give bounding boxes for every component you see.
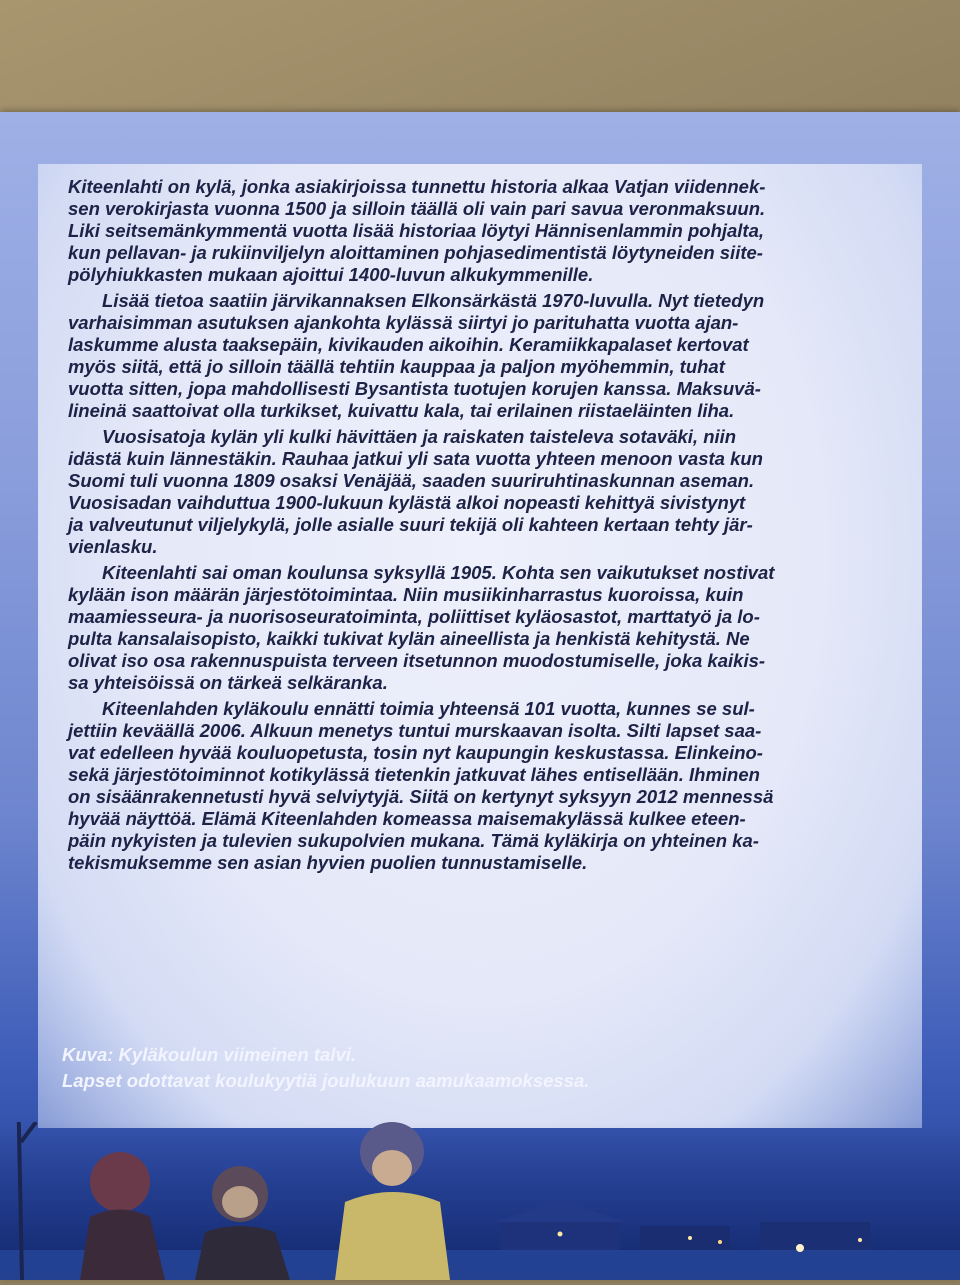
caption-line-2: Lapset odottavat koulukyytiä joulukuun aamukaamoksessa.: [62, 1070, 590, 1091]
text-line: lineinä saattoivat olla turkikset, kuivattu kala, tai erilainen riistaeläinten liha.: [68, 400, 735, 421]
text-line: Kiteenlahti sai oman koulunsa syksyllä 1905. Kohta sen vaikutukset nostivat: [102, 562, 775, 583]
text-line: jettiin keväällä 2006. Alkuun menetys tuntui murskaavan isolta. Silti lapset saa-: [68, 720, 762, 741]
text-line: hyvää näyttöä. Elämä Kiteenlahden komeassa maisemakylässä kulkee eteen-: [68, 808, 746, 829]
text-line: Suomi tuli vuonna 1809 osaksi Venäjää, saaden suuriruhtinaskunnan aseman.: [68, 470, 755, 491]
text-line: Kiteenlahden kyläkoulu ennätti toimia yhteensä 101 vuotta, kunnes se sul-: [102, 698, 755, 719]
paragraph-1: [38, 176, 922, 286]
text-line: Lisää tietoa saatiin järvikannaksen Elkonsärkästä 1970-luvulla. Nyt tietedyn: [102, 290, 765, 311]
text-line: myös siitä, että jo silloin täällä tehtiin kauppaa ja paljon myöhemmin, tuhat: [68, 356, 725, 377]
text-line: ja valveutunut viljelykylä, jolle asialle suuri tekijä oli kahteen kertaan tehty jär-: [68, 514, 753, 535]
text-line: Vuosisatoja kylän yli kulki hävittäen ja raiskaten taisteleva sotaväki, niin: [102, 426, 737, 447]
text-line: laskumme alusta taaksepäin, kivikauden aikoihin. Keramiikkapalaset kertovat: [68, 334, 749, 355]
text-line: varhaisimman asutuksen ajankohta kylässä siirtyi jo parituhatta vuotta ajan-: [68, 312, 739, 333]
paragraph-5: [38, 698, 922, 874]
text-line: Vuosisadan vaihduttua 1900-lukuun kylästä alkoi nopeasti kehittyä sivistynyt: [68, 492, 746, 513]
caption-line-1: Kuva: Kyläkoulun viimeinen talvi.: [62, 1044, 357, 1065]
text-line: kylään ison määrän järjestötoimintaa. Niin musiikinharrastus kuoroissa, kuin: [68, 584, 744, 605]
book-back-cover: [0, 112, 960, 1280]
photo-caption: [62, 1042, 589, 1094]
text-line: olivat iso osa rakennuspuista terveen itsetunnon muodostumiselle, joka kaikis-: [68, 650, 766, 671]
text-line: kun pellavan- ja rukiinviljelyn aloittaminen pohjasedimentistä löytyneiden siite-: [68, 242, 763, 263]
text-panel: [38, 164, 922, 1128]
text-line: sekä järjestötoiminnot kotikylässä tietenkin jatkuvat lähes entisellään. Ihminen: [68, 764, 760, 785]
paragraph-4: [38, 562, 922, 694]
text-line: sen verokirjasta vuonna 1500 ja silloin täällä oli vain pari savua veronmaksuun.: [68, 198, 766, 219]
cover-photo-illustration: [0, 1122, 960, 1280]
text-line: maamiesseura- ja nuorisoseuratoiminta, poliittiset kyläosastot, marttatyö ja lo-: [68, 606, 760, 627]
text-line: vat edelleen hyvää kouluopetusta, tosin nyt kaupungin keskustassa. Elinkeino-: [68, 742, 763, 763]
text-line: pulta kansalaisopisto, kaikki tukivat kylän aineellista ja henkistä kehitystä. Ne: [68, 628, 750, 649]
text-line: idästä kuin lännestäkin. Rauhaa jatkui yli sata vuotta yhteen menoon vasta kun: [68, 448, 763, 469]
text-line: on sisäänrakennetusti hyvä selviytyjä. Siitä on kertynyt syksyyn 2012 mennessä: [68, 786, 774, 807]
cover-photo: [0, 1122, 960, 1280]
text-line: vienlasku.: [68, 536, 158, 557]
text-line: sa yhteisöissä on tärkeä selkäranka.: [68, 672, 388, 693]
text-line: Liki seitsemänkymmentä vuotta lisää historiaa löytyi Hännisenlammin pohjalta,: [68, 220, 765, 241]
text-line: Kiteenlahti on kylä, jonka asiakirjoissa tunnettu historia alkaa Vatjan viidennek-: [68, 176, 766, 197]
text-line: päin nykyisten ja tulevien sukupolvien mukana. Tämä kyläkirja on yhteinen ka-: [68, 830, 759, 851]
text-line: vuotta sitten, jopa mahdollisesti Bysantista tuotujen korujen kanssa. Maksuvä-: [68, 378, 761, 399]
paragraph-3: [38, 426, 922, 558]
text-line: pölyhiukkasten mukaan ajoittui 1400-luvun alkukymmenille.: [68, 264, 594, 285]
text-line: tekismuksemme sen asian hyvien puolien tunnustamiselle.: [68, 852, 588, 873]
paragraph-2: [38, 290, 922, 422]
